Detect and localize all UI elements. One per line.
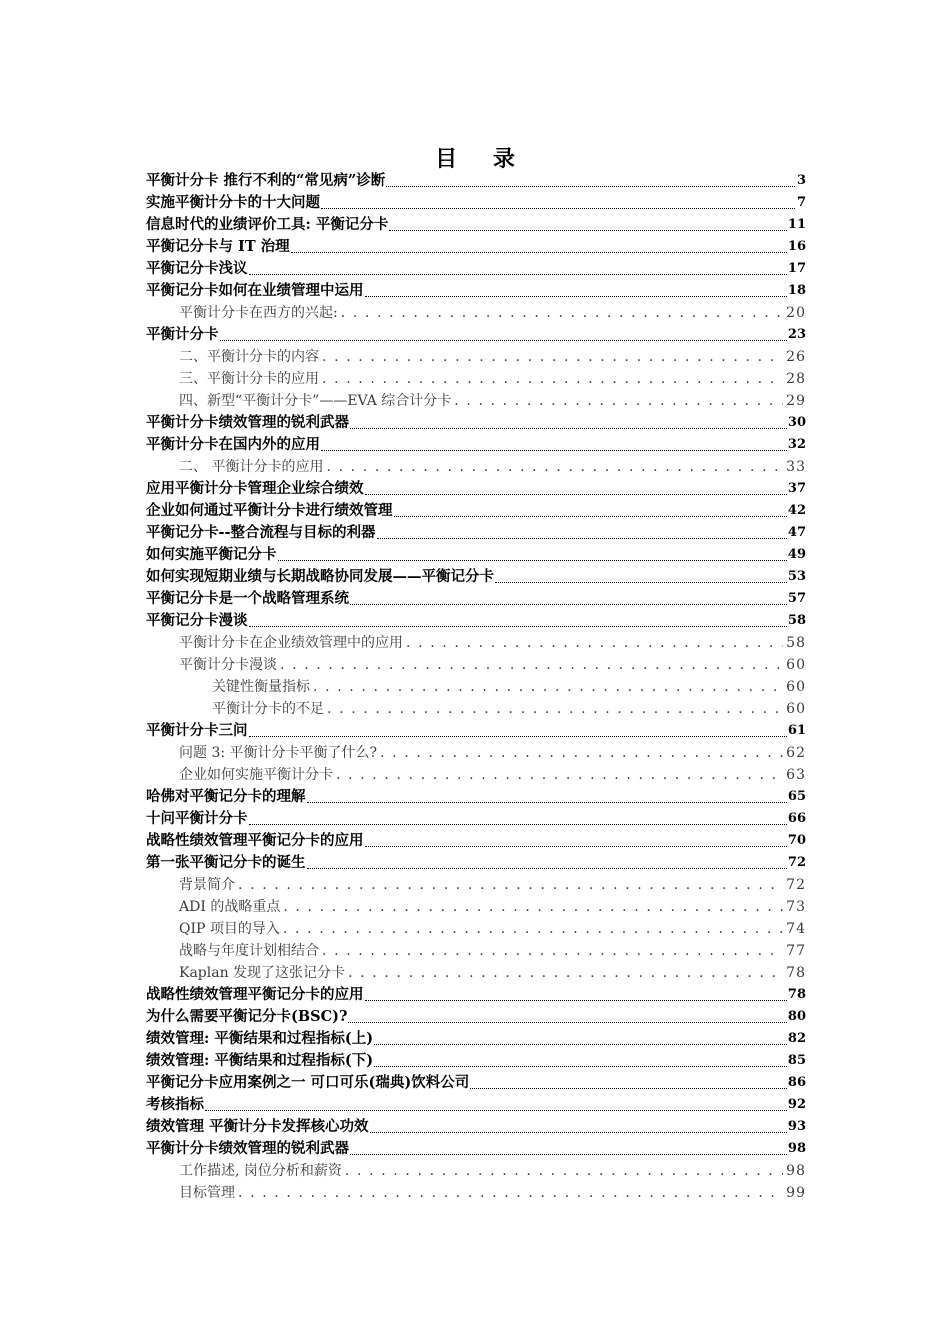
toc-page-number: 7 [796, 195, 806, 210]
toc-entry[interactable] [146, 918, 806, 940]
toc-entry-title: 战略性绩效管理平衡记分卡的应用 [146, 832, 364, 849]
toc-page-number: 99 [786, 1185, 806, 1201]
toc-entry[interactable] [146, 742, 806, 764]
toc-entry-title: 绩效管理: 平衡结果和过程指标(下) [146, 1052, 374, 1069]
toc-entry-title: 战略性绩效管理平衡记分卡的应用 [146, 986, 364, 1003]
toc-page-number: 78 [787, 987, 806, 1002]
toc-entry-title: 十问平衡计分卡 [146, 810, 248, 827]
toc-entry[interactable] [146, 302, 806, 324]
toc-entry-title: 如何实现短期业绩与长期战略协同发展——平衡记分卡 [146, 568, 494, 585]
toc-entry-title: 平衡计分卡绩效管理的锐利武器 [146, 414, 349, 431]
toc-entry[interactable] [146, 852, 806, 874]
toc-entry-title: ADI 的战略重点 [179, 899, 281, 915]
toc-page-number: 82 [787, 1031, 806, 1046]
toc-dot-leader [386, 181, 795, 187]
toc-entry-title: 平衡计分卡 推行不利的“常见病”诊断 [146, 172, 386, 189]
toc-entry[interactable] [146, 1050, 806, 1072]
toc-entry[interactable] [146, 390, 806, 412]
toc-entry-title: 背景简介 [179, 877, 235, 893]
toc-entry[interactable] [146, 280, 806, 302]
toc-dot-leader [321, 445, 787, 451]
toc-entry[interactable] [146, 720, 806, 742]
toc-dot-leader [365, 841, 787, 847]
toc-entry[interactable] [146, 1006, 806, 1028]
toc-entry-title: 目标管理 [179, 1185, 235, 1201]
toc-entry-title: 平衡记分卡与 IT 治理 [146, 238, 290, 255]
toc-page-number: 17 [787, 261, 806, 276]
toc-entry[interactable] [146, 1160, 806, 1182]
toc-dot-leader [365, 489, 787, 495]
toc-page-number: 80 [787, 1009, 806, 1024]
toc-dot-leader [470, 1083, 787, 1089]
toc-entry-title: 哈佛对平衡记分卡的理解 [146, 788, 306, 805]
toc-page-number: 60 [786, 701, 806, 717]
toc-entry[interactable] [146, 412, 806, 434]
toc-dot-leader [350, 1149, 787, 1155]
toc-entry-title: 信息时代的业绩评价工具: 平衡记分卡 [146, 216, 389, 233]
toc-page-number: 62 [786, 745, 806, 761]
toc-entry-title: 平衡计分卡绩效管理的锐利武器 [146, 1140, 349, 1157]
toc-dot-leader [249, 269, 787, 275]
toc-dot-leader [389, 225, 787, 231]
toc-entry[interactable] [146, 1116, 806, 1138]
toc-page-number: 20 [786, 305, 806, 321]
toc-entry[interactable] [146, 170, 806, 192]
toc-dot-leader [333, 764, 783, 786]
toc-entry[interactable] [146, 610, 806, 632]
toc-page-number: 42 [787, 503, 806, 518]
toc-entry-title: 二、 平衡计分卡的应用 [179, 459, 324, 475]
toc-entry-title: 战略与年度计划相结合 [179, 943, 319, 959]
toc-entry-title: 平衡记分卡是一个战略管理系统 [146, 590, 349, 607]
toc-page-number: 63 [786, 767, 806, 783]
toc-dot-leader [350, 599, 787, 605]
toc-entry[interactable] [146, 786, 806, 808]
toc-dot-leader [249, 731, 787, 737]
toc-page-number: 33 [786, 459, 806, 475]
toc-entry-title: 平衡记分卡如何在业绩管理中运用 [146, 282, 364, 299]
toc-page-number: 77 [786, 943, 806, 959]
toc-page-number: 53 [787, 569, 806, 584]
toc-entry[interactable] [146, 1138, 806, 1160]
toc-page-number: 29 [786, 393, 806, 409]
toc-page-number: 3 [796, 173, 806, 188]
toc-dot-leader [319, 346, 783, 368]
toc-entry[interactable] [146, 676, 806, 698]
toc-dot-leader [495, 577, 787, 583]
toc-page-number: 73 [786, 899, 806, 915]
toc-entry-title: 平衡记分卡应用案例之一 可口可乐(瑞典)饮料公司 [146, 1074, 470, 1091]
toc-dot-leader [319, 940, 783, 962]
toc-dot-leader [394, 511, 787, 517]
toc-entry[interactable] [146, 522, 806, 544]
toc-page-number: 85 [787, 1053, 806, 1068]
toc-entry[interactable] [146, 588, 806, 610]
toc-dot-leader [310, 676, 783, 698]
toc-dot-leader [205, 1105, 787, 1111]
toc-entry[interactable] [146, 698, 806, 720]
toc-dot-leader [365, 995, 787, 1001]
toc-entry[interactable] [146, 258, 806, 280]
toc-page-number: 72 [787, 855, 806, 870]
toc-dot-leader [377, 533, 787, 539]
toc-dot-leader [278, 555, 787, 561]
toc-page-number: 78 [786, 965, 806, 981]
toc-entry-title: 三、平衡计分卡的应用 [179, 371, 319, 387]
toc-page-number: 70 [787, 833, 806, 848]
toc-entry-title: 四、新型“平衡计分卡”——EVA 综合计分卡 [179, 393, 452, 409]
toc-entry-title: 平衡计分卡在西方的兴起: [179, 305, 338, 321]
toc-entry[interactable] [146, 236, 806, 258]
toc-page-number: 72 [786, 877, 806, 893]
toc-entry[interactable] [146, 478, 806, 500]
toc-entry[interactable] [146, 456, 806, 478]
toc-page-number: 11 [787, 217, 806, 232]
toc-page-number: 30 [787, 415, 806, 430]
toc-entry-title: 平衡计分卡在国内外的应用 [146, 436, 320, 453]
toc-entry[interactable] [146, 214, 806, 236]
toc-page-number: 92 [787, 1097, 806, 1112]
toc-entry-title: 问题 3: 平衡计分卡平衡了什么? [179, 745, 378, 761]
toc-entry[interactable] [146, 1094, 806, 1116]
toc-dot-leader [350, 423, 787, 429]
toc-dot-leader [321, 203, 795, 209]
toc-entry-title: 绩效管理 平衡计分卡发挥核心功效 [146, 1118, 369, 1135]
toc-page-number: 47 [787, 525, 806, 540]
toc-entry-title: 平衡计分卡在企业绩效管理中的应用 [179, 635, 403, 651]
toc-page-number: 23 [787, 327, 806, 342]
toc-dot-leader [365, 291, 787, 297]
toc-dot-leader [374, 1039, 787, 1045]
toc-dot-leader [291, 247, 787, 253]
toc-entry-title: 平衡计分卡三问 [146, 722, 248, 739]
toc-dot-leader [451, 390, 783, 412]
toc-entry-title: 实施平衡计分卡的十大问题 [146, 194, 320, 211]
toc-dot-leader [374, 1061, 787, 1067]
toc-dot-leader [249, 621, 787, 627]
toc-entry[interactable] [146, 1182, 806, 1204]
toc-entry[interactable] [146, 940, 806, 962]
toc-entry[interactable] [146, 896, 806, 918]
toc-entry-title: 应用平衡计分卡管理企业综合绩效 [146, 480, 364, 497]
toc-entry[interactable] [146, 1072, 806, 1094]
toc-entry[interactable] [146, 830, 806, 852]
toc-entry[interactable] [146, 874, 806, 896]
toc-entry-title: 关键性衡量指标 [212, 679, 310, 695]
toc-entry-title: 第一张平衡记分卡的诞生 [146, 854, 306, 871]
toc-page-number: 86 [787, 1075, 806, 1090]
toc-page-number: 74 [786, 921, 806, 937]
toc-dot-leader [280, 918, 783, 940]
toc-entry[interactable] [146, 654, 806, 676]
toc-entry[interactable] [146, 632, 806, 654]
toc-entry-title: 企业如何实施平衡计分卡 [179, 767, 333, 783]
toc-entry-title: 考核指标 [146, 1096, 204, 1113]
toc-page-number: 66 [787, 811, 806, 826]
toc-entry[interactable] [146, 434, 806, 456]
toc-page-number: 49 [787, 547, 806, 562]
toc-entry-title: 工作描述, 岗位分析和薪资 [179, 1163, 342, 1179]
toc-page-number: 60 [786, 679, 806, 695]
toc-page-number: 57 [787, 591, 806, 606]
toc-entry[interactable] [146, 544, 806, 566]
toc-dot-leader [220, 335, 787, 341]
toc-dot-leader [370, 1127, 787, 1133]
toc-entry-title: Kaplan 发现了这张记分卡 [179, 965, 346, 981]
toc-entry-title: 平衡记分卡浅议 [146, 260, 248, 277]
toc-entry-title: 平衡计分卡漫谈 [179, 657, 277, 673]
toc-entry[interactable] [146, 346, 806, 368]
toc-entry[interactable] [146, 368, 806, 390]
toc-page-number: 58 [786, 635, 806, 651]
toc-dot-leader [324, 698, 783, 720]
toc-dot-leader [342, 1160, 783, 1182]
toc-dot-leader [277, 654, 783, 676]
toc-entry[interactable] [146, 566, 806, 588]
toc-page-number: 60 [786, 657, 806, 673]
toc-page-number: 61 [787, 723, 806, 738]
toc-entry[interactable] [146, 808, 806, 830]
toc-dot-leader [307, 863, 787, 869]
toc-entry-title: 为什么需要平衡记分卡(BSC)? [146, 1008, 348, 1025]
toc-dot-leader [307, 797, 787, 803]
toc-dot-leader [249, 819, 787, 825]
toc-dot-leader [280, 896, 783, 918]
toc-entry[interactable] [146, 192, 806, 214]
toc-entry-title: 绩效管理: 平衡结果和过程指标(上) [146, 1030, 374, 1047]
toc-page-number: 16 [787, 239, 806, 254]
toc-entry[interactable] [146, 764, 806, 786]
toc-entry-title: 平衡计分卡的不足 [212, 701, 324, 717]
toc-page-number: 65 [787, 789, 806, 804]
table-of-contents [146, 170, 806, 1204]
toc-entry[interactable] [146, 984, 806, 1006]
toc-dot-leader [235, 1182, 783, 1204]
toc-entry[interactable] [146, 500, 806, 522]
toc-entry-title: QIP 项目的导入 [179, 921, 280, 937]
toc-dot-leader [345, 962, 783, 984]
toc-page-number: 98 [786, 1163, 806, 1179]
toc-dot-leader [403, 632, 783, 654]
toc-entry-title: 平衡计分卡 [146, 326, 219, 343]
toc-page-number: 58 [787, 613, 806, 628]
toc-dot-leader [323, 456, 783, 478]
toc-title: 目 录 [435, 146, 529, 172]
toc-entry[interactable] [146, 324, 806, 346]
toc-page-number: 93 [787, 1119, 806, 1134]
toc-entry[interactable] [146, 1028, 806, 1050]
toc-entry-title: 平衡记分卡漫谈 [146, 612, 248, 629]
toc-dot-leader [377, 742, 783, 764]
toc-dot-leader [348, 1017, 786, 1023]
toc-entry-title: 平衡记分卡--整合流程与目标的利器 [146, 524, 376, 541]
toc-page-number: 18 [787, 283, 806, 298]
toc-dot-leader [319, 368, 783, 390]
toc-entry-title: 二、平衡计分卡的内容 [179, 349, 319, 365]
toc-page-number: 37 [787, 481, 806, 496]
toc-page-number: 26 [786, 349, 806, 365]
toc-page-number: 28 [786, 371, 806, 387]
toc-entry[interactable] [146, 962, 806, 984]
toc-dot-leader [338, 302, 783, 324]
toc-page-number: 32 [787, 437, 806, 452]
toc-entry-title: 企业如何通过平衡计分卡进行绩效管理 [146, 502, 393, 519]
toc-entry-title: 如何实施平衡记分卡 [146, 546, 277, 563]
toc-page-number: 98 [787, 1141, 806, 1156]
toc-dot-leader [235, 874, 783, 896]
